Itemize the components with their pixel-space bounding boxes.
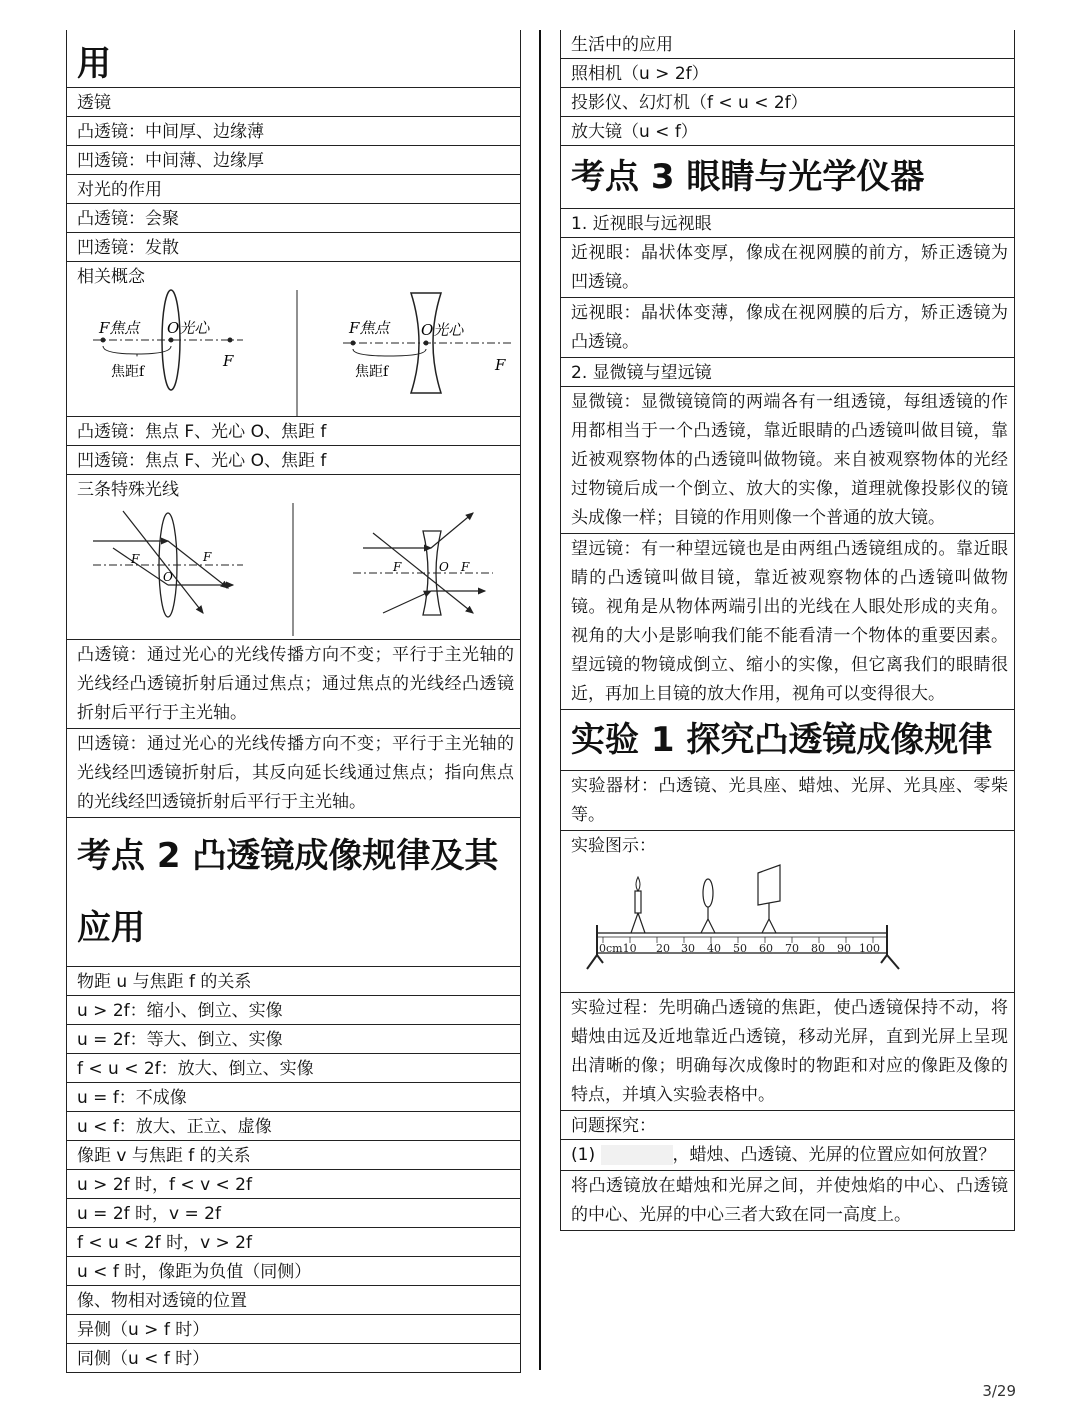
table-row: f < u < 2f：放大、倒立、实像 [66,1054,521,1083]
focus-label-6: F [461,560,470,574]
focus-label-4: F [203,550,212,564]
table-row: 像距 v 与焦距 f 的关系 [66,1141,521,1170]
section-heading-tail: 用 [66,30,521,88]
table-row: 凸透镜：焦点 F、光心 O、焦距 f [66,417,521,446]
optical-bench-diagram [583,863,913,988]
table-row: u > 2f：缩小、倒立、实像 [66,996,521,1025]
focus-label-5: F [393,560,402,574]
question-text: ，蜡烛、凸透镜、光屏的位置应如何放置？ [672,1145,996,1165]
figure-label: 三条特殊光线 [77,480,179,500]
microscope-paragraph: 显微镜：显微镜镜筒的两端各有一组透镜，每组透镜的作用都相当于一个凸透镜，靠近眼睛的凸透镜叫做目镜，靠近被观察物体的凸透镜叫做物镜。来自被观察物体的光经过物镜后成一个倒立、放大的实像，道理就像投影仪的镜头成像一样；目镜的作用则像一个普通的放大镜。 [560,387,1015,534]
bench-tick-label: 90 [837,942,851,955]
bench-tick-label: 0cm10 [599,942,637,955]
table-row: 凹透镜：中间薄、边缘厚 [66,146,521,175]
left-column [66,30,521,1373]
table-row: 凹透镜：焦点 F、光心 O、焦距 f [66,446,521,475]
focus-label-3: F [131,552,140,566]
special-rays-figure-row [66,475,521,640]
process-paragraph: 实验过程：先明确凸透镜的焦距，使凸透镜保持不动，将蜡烛由远及近地靠近凸透镜，移动光屏，直到光屏上呈现出清晰的像；明确每次成像时的物距和对应的像距及像的特点，并填入实验表格中。 [560,993,1015,1111]
table-row: 像、物相对透镜的位置 [66,1286,521,1315]
table-row: u < f 时，像距为负值（同侧） [66,1257,521,1286]
answer-1: 将凸透镜放在蜡烛和光屏之间，并使烛焰的中心、凸透镜的中心、光屏的中心三者大致在同一高度上。 [560,1171,1015,1231]
focus-f-label-2: F [495,356,506,374]
table-row: 投影仪、幻灯机（f < u < 2f） [560,88,1015,117]
equipment-paragraph: 实验器材：凸透镜、光具座、蜡烛、光屏、光具座、零柴等。 [560,771,1015,831]
center-label-2: O光心 [421,321,464,339]
telescope-paragraph: 望远镜：有一种望远镜也是由两组凸透镜组成的。靠近眼睛的凸透镜叫做目镜，靠近被观察物体的凸透镜叫做物镜。视角是从物体两端引出的光线在人眼处形成的夹角。视角的大小是影响我们能不能看清一个物体的重要因素。望远镜的物镜成倒立、缩小的实像，但它离我们的眼睛很近，再加上目镜的放大作用，视角可以变得很大。 [560,534,1015,710]
table-row: 对光的作用 [66,175,521,204]
table-row: u = f：不成像 [66,1083,521,1112]
table-row: 凸透镜：中间厚、边缘薄 [66,117,521,146]
table-row: 问题探究： [560,1111,1015,1140]
experiment-heading: 实验 1 探究凸透镜成像规律 [560,710,1015,771]
focus-label-2: F焦点 [349,319,390,337]
table-row: u = 2f 时，v = 2f [66,1199,521,1228]
bench-tick-label: 30 [681,942,695,955]
lens-concept-diagram [73,288,513,417]
table-row: 物距 u 与焦距 f 的关系 [66,967,521,996]
table-row: u < f：放大、正立、虚像 [66,1112,521,1141]
section-heading-3: 考点 3 眼睛与光学仪器 [560,146,1015,209]
table-row: 2. 显微镜与望远镜 [560,358,1015,387]
bench-tick-label: 50 [733,942,747,955]
table-row: f < u < 2f 时，v > 2f [66,1228,521,1257]
bench-tick-label: 80 [811,942,825,955]
lens-concept-figure-row [66,262,521,417]
center-label-4: O [439,560,449,574]
column-divider [539,30,541,1370]
table-row: 放大镜（u < f） [560,117,1015,146]
focal-length-label-2: 焦距f [355,364,389,380]
table-row: 透镜 [66,88,521,117]
right-column [560,30,1015,1231]
bench-tick-label: 20 [656,942,670,955]
section-heading-2: 考点 2 凸透镜成像规律及其应用 [66,818,521,967]
optical-bench-figure-row [560,831,1015,993]
table-row: 1. 近视眼与远视眼 [560,209,1015,238]
table-row: 同侧（u < f 时） [66,1344,521,1373]
figure-label: 相关概念 [77,267,145,287]
question-1 [560,1140,1015,1171]
focal-length-label: 焦距f [111,364,145,380]
table-row: u = 2f：等大、倒立、实像 [66,1025,521,1054]
table-row: 照相机（u > 2f） [560,59,1015,88]
bench-tick-label: 60 [759,942,773,955]
hyperopia-paragraph: 远视眼：晶状体变薄，像成在视网膜的后方，矫正透镜为凸透镜。 [560,298,1015,358]
myopia-paragraph: 近视眼：晶状体变厚，像成在视网膜的前方，矫正透镜为凹透镜。 [560,238,1015,298]
center-label: O光心 [167,319,210,337]
figure-label: 实验图示： [571,836,656,856]
table-row: 凸透镜：会聚 [66,204,521,233]
focus-f-label: F [223,352,234,370]
table-row: u > 2f 时，f < v < 2f [66,1170,521,1199]
table-row: 凹透镜：发散 [66,233,521,262]
bench-tick-label: 100 [859,942,880,955]
focus-label: F焦点 [99,319,140,337]
convex-rays-paragraph: 凸透镜：通过光心的光线传播方向不变；平行于主光轴的光线经凸透镜折射后通过焦点；通过焦点的光线经凸透镜折射后平行于主光轴。 [66,640,521,729]
concave-rays-paragraph: 凹透镜：通过光心的光线传播方向不变；平行于主光轴的光线经凹透镜折射后，其反向延长线通过焦点；指向焦点的光线经凹透镜折射后平行于主光轴。 [66,729,521,818]
table-row: 异侧（u > f 时） [66,1315,521,1344]
center-label-3: O [163,570,173,584]
bench-tick-label: 40 [707,942,721,955]
page-number: 3/29 [982,1382,1016,1400]
question-number: (1) [571,1145,596,1165]
special-rays-diagram [73,503,513,638]
table-row: 生活中的应用 [560,30,1015,59]
bench-tick-label: 70 [785,942,799,955]
redacted-text [601,1145,673,1165]
